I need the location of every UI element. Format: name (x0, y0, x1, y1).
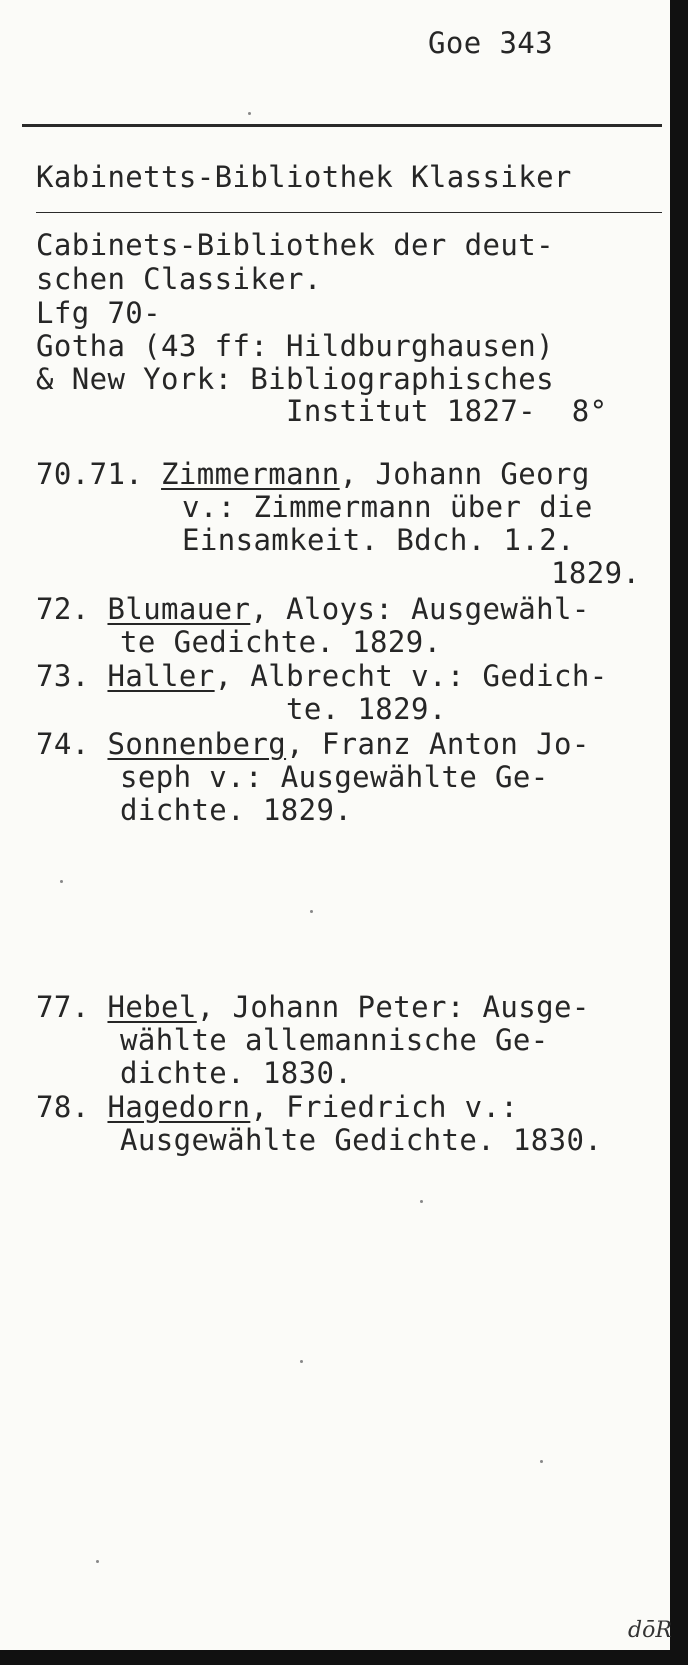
entry-text: , Johann Peter: Ausge- (196, 990, 590, 1024)
entry-74-line-2: seph v.: Ausgewählte Ge- (120, 760, 549, 794)
entry-70-71-line-3: Einsamkeit. Bdch. 1.2. (182, 523, 575, 557)
entry-text: , Friedrich v.: (250, 1090, 519, 1124)
paper-speck (540, 1460, 543, 1463)
entry-number: 70.71. (36, 457, 144, 491)
paper-speck (248, 112, 251, 115)
entry-74-line-1 (36, 727, 590, 761)
paper-speck (420, 1200, 423, 1203)
call-number: Goe 343 (428, 26, 554, 60)
description-line-3: Lfg 70- (36, 296, 162, 330)
entry-70-71-line-4: 1829. (551, 556, 641, 590)
heading-rule (36, 212, 662, 213)
entry-number: 78. (36, 1090, 90, 1124)
entry-77-line-2: wählte allemannische Ge- (120, 1023, 549, 1057)
entry-73-line-2: te. 1829. (286, 692, 447, 726)
entry-author: Blumauer (107, 592, 251, 626)
entry-78-line-2: Ausgewählte Gedichte. 1830. (120, 1123, 603, 1157)
entry-77-line-3: dichte. 1830. (120, 1056, 353, 1090)
entry-77-line-1 (36, 990, 590, 1024)
description-line-1: Cabinets-Bibliothek der deut- (36, 228, 554, 262)
top-rule (22, 124, 662, 127)
entry-number: 74. (36, 727, 90, 761)
entry-70-71-line-2: v.: Zimmermann über die (182, 490, 593, 524)
description-line-5: & New York: Bibliographisches (36, 362, 554, 396)
entry-author: Hebel (107, 990, 197, 1024)
entry-text: , Aloys: Ausgewähl- (250, 592, 590, 626)
description-line-4: Gotha (43 ff: Hildburghausen) (36, 329, 554, 363)
paper-speck (96, 1560, 99, 1563)
paper-speck (60, 880, 63, 883)
entry-text: , Franz Anton Jo- (286, 727, 590, 761)
entry-72-line-1 (36, 592, 590, 626)
entry-73-line-1 (36, 659, 608, 693)
entry-number: 72. (36, 592, 90, 626)
paper-speck (300, 1360, 303, 1363)
librarian-signature: dōR (628, 1618, 672, 1643)
paper-speck (310, 910, 313, 913)
entry-78-line-1 (36, 1090, 518, 1124)
description-line-6: Institut 1827- 8° (286, 394, 608, 428)
entry-74-line-3: dichte. 1829. (120, 793, 353, 827)
entry-number: 77. (36, 990, 90, 1024)
entry-author: Sonnenberg (107, 727, 287, 761)
card-heading: Kabinetts-Bibliothek Klassiker (36, 160, 572, 194)
entry-number: 73. (36, 659, 90, 693)
description-line-2: schen Classiker. (36, 262, 322, 296)
entry-text: , Johann Georg (339, 457, 590, 491)
entry-70-71-line-1 (36, 457, 590, 491)
entry-author: Zimmermann (161, 457, 340, 491)
entry-author: Hagedorn (107, 1090, 251, 1124)
entry-72-line-2: te Gedichte. 1829. (120, 625, 442, 659)
entry-author: Haller (107, 659, 215, 693)
entry-text: , Albrecht v.: Gedich- (214, 659, 608, 693)
